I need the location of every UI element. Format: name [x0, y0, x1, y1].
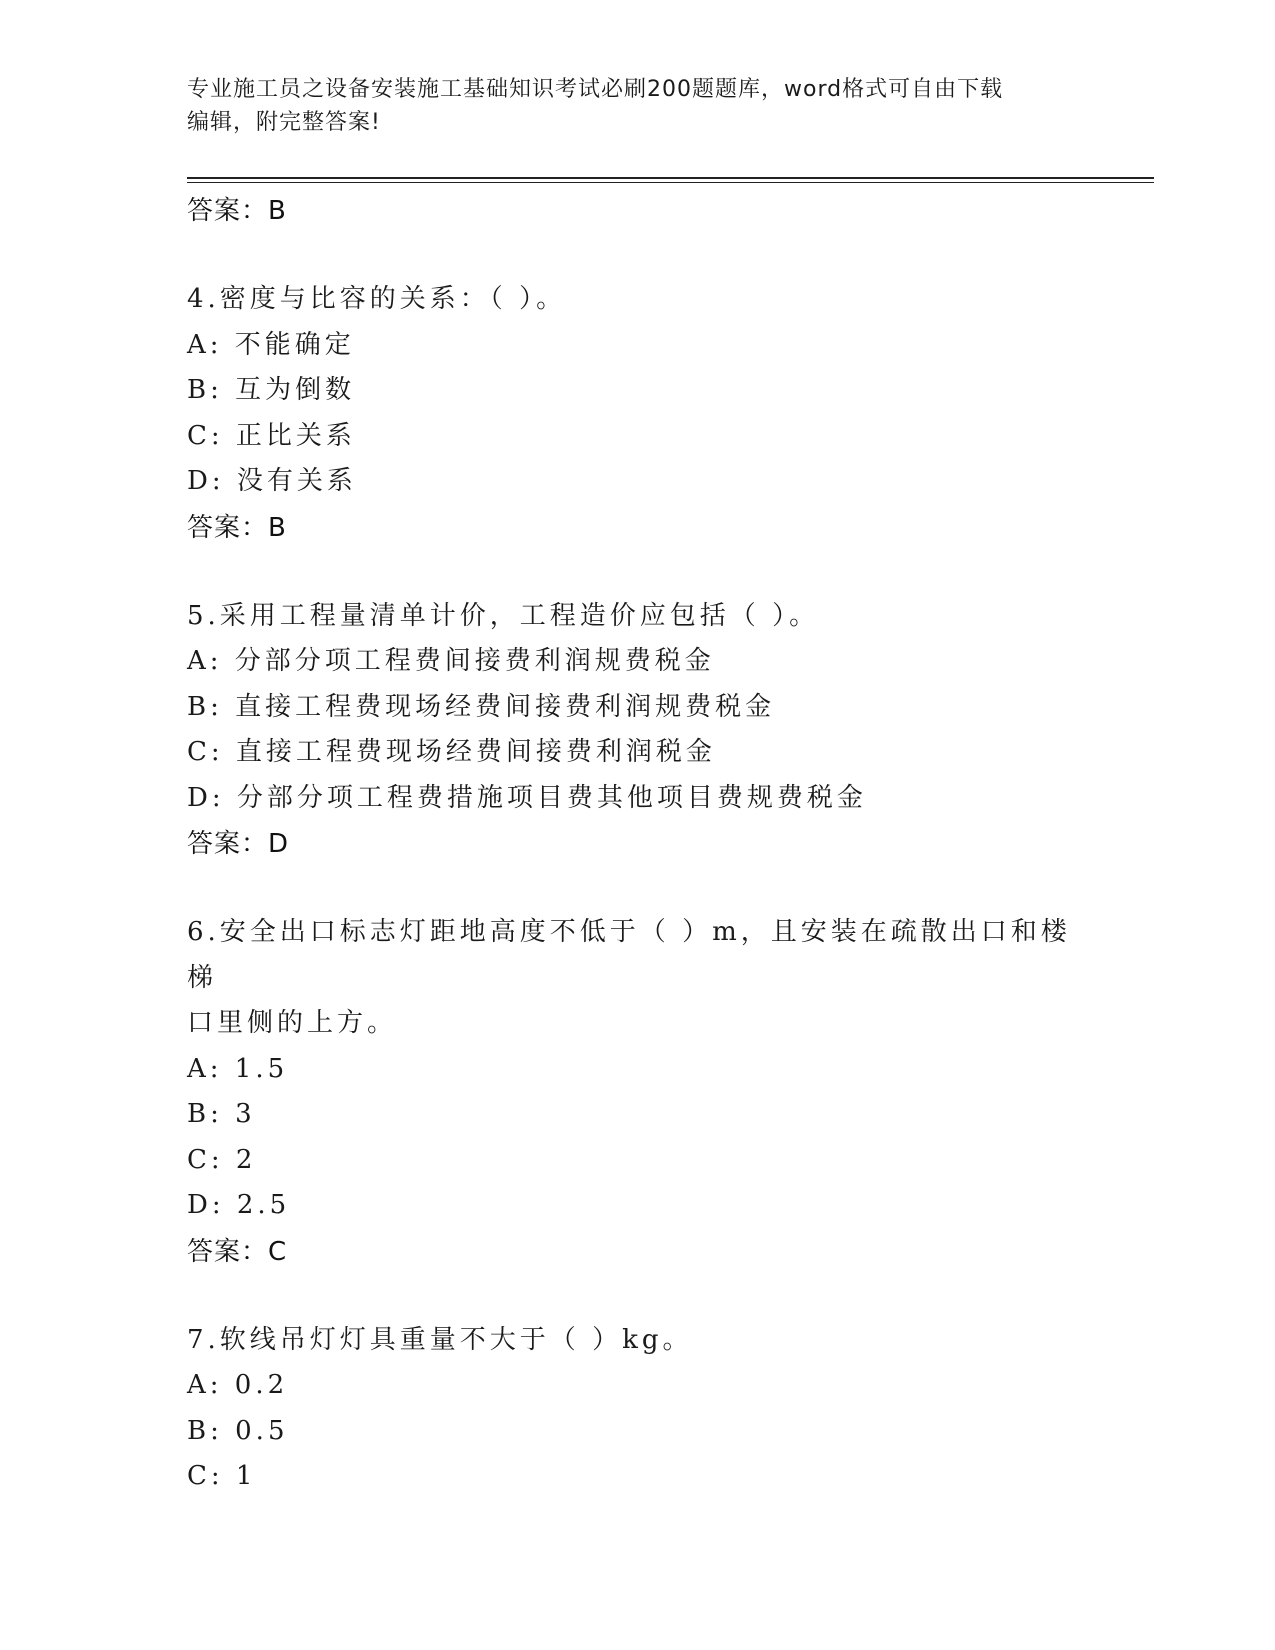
option-b: B: 直接工程费现场经费间接费利润规费税金 [187, 691, 776, 722]
option-a: A: 分部分项工程费间接费利润规费税金 [187, 646, 715, 676]
option-c: C: 正比关系 [187, 420, 356, 451]
header-divider-thick [187, 177, 1154, 179]
answer-line: 答案：B [187, 512, 287, 543]
option-a: A: 0.2 [187, 1370, 289, 1400]
question-list [187, 188, 1087, 1500]
question-stem: 5.采用工程量清单计价，工程造价应包括（ ）。 [187, 600, 820, 631]
question-stem-line-2: 口里侧的上方。 [187, 1008, 398, 1038]
header-line-2: 编辑，附完整答案! [187, 110, 381, 135]
option-a: A: 不能确定 [187, 329, 355, 360]
header-line-1: 专业施工员之设备安装施工基础知识考试必刷200题题库，word格式可自由下载 [187, 77, 1004, 102]
question-4 [187, 277, 1087, 551]
option-c: C: 直接工程费现场经费间接费利润税金 [187, 737, 716, 767]
option-c: C: 2 [187, 1144, 257, 1175]
question-5 [187, 594, 1087, 868]
option-b: B: 3 [187, 1099, 256, 1129]
answer-line: 答案：C [187, 1236, 288, 1267]
option-b: B: 互为倒数 [187, 375, 356, 405]
option-c: C: 1 [187, 1461, 257, 1491]
option-d: D: 没有关系 [187, 466, 357, 496]
option-b: B: 0.5 [187, 1415, 289, 1446]
question-stem-line-1: 6.安全出口标志灯距地高度不低于（ ）m，且安装在疏散出口和楼梯 [187, 917, 1071, 993]
option-d: D: 分部分项工程费措施项目费其他项目费规费税金 [187, 782, 867, 813]
question-7 [187, 1318, 1087, 1500]
header-divider-thin [187, 182, 1154, 183]
question-6 [187, 910, 1087, 1275]
document-header [187, 73, 1087, 139]
option-d: D: 2.5 [187, 1190, 291, 1220]
question-stem: 4.密度与比容的关系：（ ）。 [187, 284, 567, 314]
question-stem: 7.软线吊灯灯具重量不大于（ ）kg。 [187, 1324, 693, 1355]
answer-line: 答案：D [187, 829, 290, 859]
answer-line: 答案：B [187, 196, 287, 226]
option-a: A: 1.5 [187, 1053, 289, 1084]
